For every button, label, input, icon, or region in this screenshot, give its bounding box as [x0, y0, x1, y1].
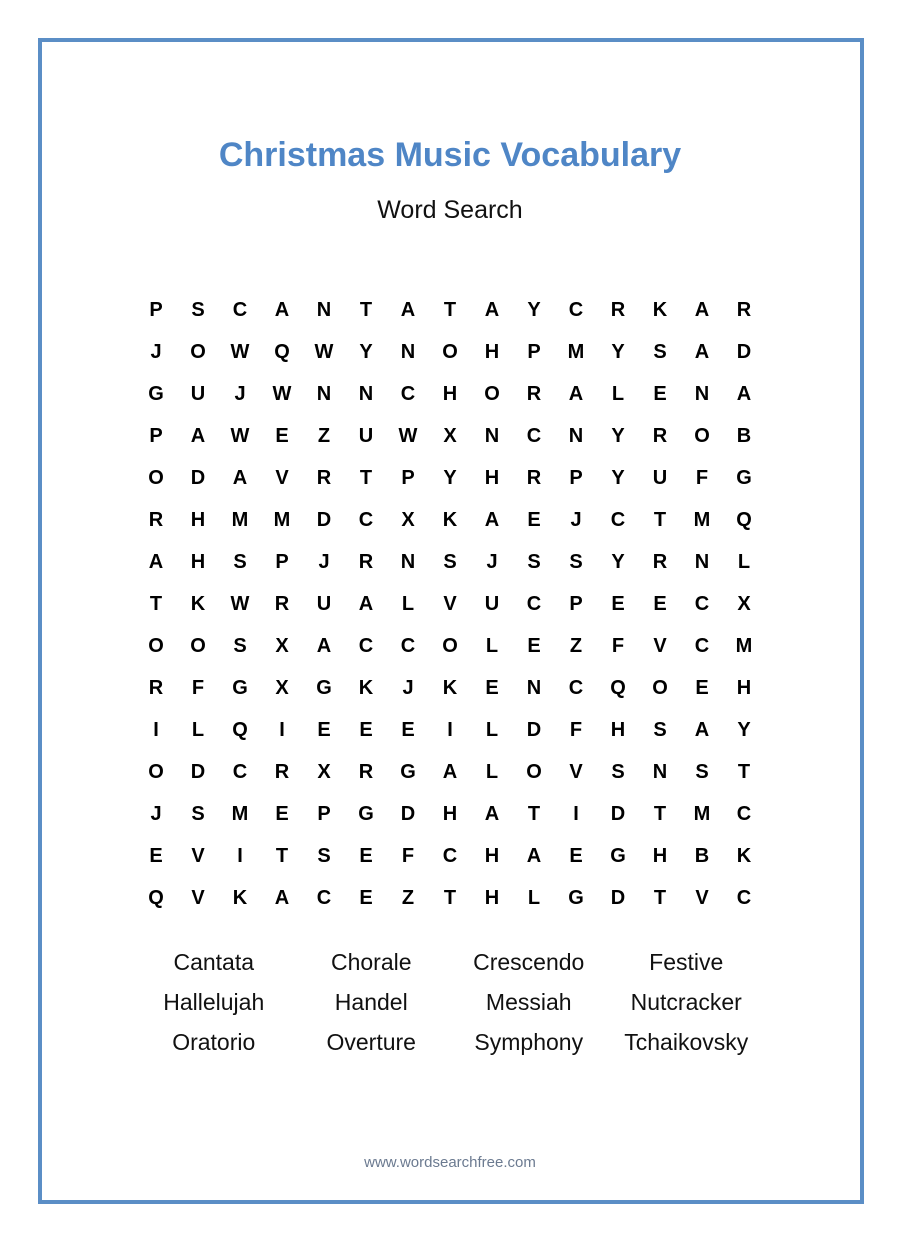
grid-letter: M: [231, 508, 249, 531]
grid-letter: A: [274, 298, 290, 321]
word-list: [135, 942, 765, 1062]
grid-letter: V: [443, 592, 457, 615]
grid-letter: G: [316, 676, 332, 699]
grid-letter: T: [737, 760, 751, 783]
grid-letter: S: [527, 550, 541, 573]
grid-letter: O: [148, 760, 164, 783]
grid-letter: N: [316, 298, 332, 321]
grid-letter: T: [149, 592, 163, 615]
grid-letter: H: [610, 718, 626, 741]
grid-letter: G: [232, 676, 248, 699]
grid-letter: M: [735, 634, 753, 657]
grid-letter: S: [569, 550, 583, 573]
grid-letter: L: [485, 718, 499, 741]
grid-letter: C: [526, 424, 542, 447]
grid-letter: P: [569, 592, 583, 615]
grid-letter: Z: [401, 886, 415, 909]
word-list-item: Hallelujah: [163, 988, 265, 1015]
grid-letter: H: [484, 886, 500, 909]
grid-letter: P: [275, 550, 289, 573]
grid-letter: I: [573, 802, 579, 825]
grid-letter: U: [190, 382, 206, 405]
grid-letter: T: [653, 802, 667, 825]
grid-letter: C: [568, 676, 584, 699]
grid-letter: M: [231, 802, 249, 825]
grid-letter: T: [653, 508, 667, 531]
grid-letter: E: [527, 508, 541, 531]
grid-letter: Y: [611, 466, 625, 489]
grid-letter: P: [149, 424, 163, 447]
grid-letter: T: [443, 298, 457, 321]
grid-letter: A: [694, 340, 710, 363]
grid-letter: Q: [274, 340, 290, 363]
grid-letter: E: [275, 424, 289, 447]
page-title: Christmas Music Vocabulary: [218, 136, 682, 174]
grid-letter: F: [611, 634, 625, 657]
grid-letter: X: [443, 424, 457, 447]
grid-letter: E: [653, 382, 667, 405]
grid-letter: V: [191, 886, 205, 909]
grid-letter: T: [443, 886, 457, 909]
grid-letter: A: [694, 718, 710, 741]
grid-letter: S: [233, 634, 247, 657]
grid-letter: R: [148, 508, 164, 531]
grid-letter: N: [694, 550, 710, 573]
grid-letter: C: [442, 844, 458, 867]
grid-letter: W: [230, 424, 250, 447]
grid-letter: V: [191, 844, 205, 867]
grid-letter: P: [317, 802, 331, 825]
grid-letter: C: [400, 634, 416, 657]
grid-letter: S: [695, 760, 709, 783]
grid-letter: A: [694, 298, 710, 321]
grid-letter: T: [653, 886, 667, 909]
grid-letter: W: [272, 382, 292, 405]
grid-letter: P: [149, 298, 163, 321]
grid-letter: Z: [317, 424, 331, 447]
grid-letter: T: [359, 298, 373, 321]
grid-letter: R: [652, 550, 668, 573]
grid-letter: R: [316, 466, 332, 489]
grid-letter: K: [652, 298, 668, 321]
grid-letter: R: [274, 760, 290, 783]
grid-letter: G: [358, 802, 374, 825]
grid-letter: N: [694, 382, 710, 405]
word-list-item: Festive: [649, 948, 724, 975]
grid-letter: B: [694, 844, 710, 867]
grid-letter: D: [316, 508, 332, 531]
grid-letter: Q: [148, 886, 164, 909]
grid-letter: H: [652, 844, 668, 867]
grid-letter: A: [400, 298, 416, 321]
grid-letter: X: [401, 508, 415, 531]
grid-letter: J: [150, 802, 162, 825]
grid-letter: E: [359, 718, 373, 741]
grid-letter: H: [484, 466, 500, 489]
grid-letter: S: [443, 550, 457, 573]
grid-letter: V: [695, 886, 709, 909]
grid-letter: S: [653, 340, 667, 363]
grid-letter: P: [527, 340, 541, 363]
grid-letter: M: [693, 508, 711, 531]
grid-letter: L: [191, 718, 205, 741]
grid-letter: Y: [527, 298, 541, 321]
grid-letter: R: [736, 298, 752, 321]
grid-letter: C: [526, 592, 542, 615]
grid-letter: C: [232, 760, 248, 783]
grid-letter: E: [485, 676, 499, 699]
grid-letter: H: [484, 844, 500, 867]
grid-letter: H: [190, 508, 206, 531]
grid-letter: O: [190, 634, 206, 657]
grid-letter: E: [317, 718, 331, 741]
grid-letter: K: [736, 844, 752, 867]
footer-url: www.wordsearchfree.com: [364, 1154, 536, 1171]
grid-letter: X: [737, 592, 751, 615]
grid-letter: U: [484, 592, 500, 615]
grid-letter: A: [148, 550, 164, 573]
grid-letter: A: [736, 382, 752, 405]
grid-letter: P: [401, 466, 415, 489]
grid-letter: A: [358, 592, 374, 615]
grid-letter: G: [736, 466, 752, 489]
grid-letter: C: [358, 634, 374, 657]
grid-letter: G: [148, 382, 164, 405]
grid-letter: O: [442, 634, 458, 657]
grid-letter: B: [736, 424, 752, 447]
grid-letter: K: [358, 676, 374, 699]
grid-letter: R: [526, 466, 542, 489]
grid-letter: C: [316, 886, 332, 909]
word-list-item: Tchaikovsky: [624, 1028, 749, 1055]
grid-letter: K: [190, 592, 206, 615]
grid-letter: R: [148, 676, 164, 699]
grid-letter: V: [569, 760, 583, 783]
grid-letter: Z: [569, 634, 583, 657]
grid-letter: D: [190, 466, 206, 489]
grid-letter: O: [484, 382, 500, 405]
grid-letter: H: [442, 802, 458, 825]
grid-letter: L: [737, 550, 751, 573]
word-list-item: Messiah: [485, 988, 572, 1015]
grid-letter: A: [274, 886, 290, 909]
grid-letter: I: [279, 718, 285, 741]
grid-letter: E: [653, 592, 667, 615]
grid-letter: T: [359, 466, 373, 489]
grid-letter: T: [275, 844, 289, 867]
word-list-item: Overture: [326, 1028, 416, 1055]
grid-letter: F: [695, 466, 709, 489]
grid-letter: A: [568, 382, 584, 405]
grid-letter: C: [610, 508, 626, 531]
grid-letter: A: [526, 844, 542, 867]
grid-letter: E: [611, 592, 625, 615]
grid-letter: L: [401, 592, 415, 615]
grid-letter: Y: [611, 340, 625, 363]
grid-letter: A: [484, 298, 500, 321]
grid-letter: J: [486, 550, 498, 573]
grid-letter: W: [230, 592, 250, 615]
grid-letter: C: [736, 802, 752, 825]
grid-letter: Y: [737, 718, 751, 741]
grid-letter: O: [652, 676, 668, 699]
grid-letter: R: [652, 424, 668, 447]
grid-letter: G: [610, 844, 626, 867]
grid-letter: K: [442, 508, 458, 531]
grid-letter: C: [400, 382, 416, 405]
grid-letter: Q: [736, 508, 752, 531]
grid-letter: S: [653, 718, 667, 741]
grid-letter: X: [275, 676, 289, 699]
grid-letter: L: [611, 382, 625, 405]
grid-letter: O: [442, 340, 458, 363]
grid-letter: U: [652, 466, 668, 489]
grid-letter: Q: [232, 718, 248, 741]
grid-letter: H: [484, 340, 500, 363]
grid-letter: X: [317, 760, 331, 783]
grid-letter: S: [233, 550, 247, 573]
grid-letter: J: [402, 676, 414, 699]
grid-letter: N: [400, 550, 416, 573]
grid-letter: E: [359, 886, 373, 909]
grid-letter: A: [442, 760, 458, 783]
grid-letter: L: [485, 760, 499, 783]
grid-letter: S: [191, 802, 205, 825]
grid-letter: O: [190, 340, 206, 363]
grid-letter: E: [275, 802, 289, 825]
word-list-item: Symphony: [474, 1028, 584, 1055]
grid-letter: N: [316, 382, 332, 405]
grid-letter: E: [149, 844, 163, 867]
word-list-item: Handel: [334, 988, 408, 1015]
grid-letter: R: [610, 298, 626, 321]
grid-letter: W: [398, 424, 418, 447]
grid-letter: Y: [359, 340, 373, 363]
grid-letter: A: [484, 508, 500, 531]
grid-letter: H: [736, 676, 752, 699]
grid-letter: H: [190, 550, 206, 573]
grid-letter: I: [237, 844, 243, 867]
grid-letter: L: [485, 634, 499, 657]
grid-letter: D: [736, 340, 752, 363]
grid-letter: K: [442, 676, 458, 699]
grid-letter: S: [611, 760, 625, 783]
grid-letter: A: [190, 424, 206, 447]
word-list-item: Nutcracker: [630, 988, 742, 1015]
word-list-item: Crescendo: [473, 948, 585, 975]
grid-letter: F: [569, 718, 583, 741]
grid-letter: N: [568, 424, 584, 447]
grid-letter: E: [527, 634, 541, 657]
grid-letter: D: [400, 802, 416, 825]
grid-letter: X: [275, 634, 289, 657]
grid-letter: J: [150, 340, 162, 363]
grid-letter: Q: [610, 676, 626, 699]
grid-letter: E: [359, 844, 373, 867]
grid-letter: M: [567, 340, 585, 363]
grid-letter: R: [358, 550, 374, 573]
grid-letter: N: [526, 676, 542, 699]
grid-letter: R: [358, 760, 374, 783]
grid-letter: F: [401, 844, 415, 867]
grid-letter: U: [316, 592, 332, 615]
grid-letter: Y: [443, 466, 457, 489]
grid-letter: I: [153, 718, 159, 741]
grid-letter: E: [695, 676, 709, 699]
grid-letter: N: [484, 424, 500, 447]
grid-letter: E: [401, 718, 415, 741]
grid-letter: C: [232, 298, 248, 321]
grid-letter: F: [191, 676, 205, 699]
grid-letter: A: [484, 802, 500, 825]
grid-letter: M: [273, 508, 291, 531]
grid-letter: C: [736, 886, 752, 909]
grid-letter: N: [358, 382, 374, 405]
word-list-item: Chorale: [330, 948, 412, 975]
grid-letter: J: [570, 508, 582, 531]
grid-letter: W: [230, 340, 250, 363]
grid-letter: I: [447, 718, 453, 741]
grid-letter: O: [148, 466, 164, 489]
page-subtitle: Word Search: [377, 196, 523, 224]
grid-letter: W: [314, 340, 334, 363]
grid-letter: J: [234, 382, 246, 405]
grid-letter: A: [316, 634, 332, 657]
grid-letter: C: [694, 592, 710, 615]
grid-letter: N: [652, 760, 668, 783]
grid-letter: R: [526, 382, 542, 405]
grid-letter: N: [400, 340, 416, 363]
grid-letter: O: [526, 760, 542, 783]
grid-letter: V: [653, 634, 667, 657]
grid-letter: D: [610, 802, 626, 825]
word-list-item: Oratorio: [172, 1028, 256, 1055]
grid-letter: G: [568, 886, 584, 909]
grid-letter: Y: [611, 550, 625, 573]
grid-letter: L: [527, 886, 541, 909]
grid-letter: G: [400, 760, 416, 783]
grid-letter: C: [358, 508, 374, 531]
grid-letter: D: [610, 886, 626, 909]
grid-letter: M: [693, 802, 711, 825]
grid-letter: P: [569, 466, 583, 489]
grid-letter: O: [148, 634, 164, 657]
grid-letter: E: [569, 844, 583, 867]
grid-letter: K: [232, 886, 248, 909]
grid-letter: H: [442, 382, 458, 405]
word-list-item: Cantata: [173, 948, 255, 975]
grid-letter: D: [526, 718, 542, 741]
letter-grid: [135, 289, 765, 919]
grid-letter: T: [527, 802, 541, 825]
grid-letter: O: [694, 424, 710, 447]
grid-letter: S: [191, 298, 205, 321]
grid-letter: S: [317, 844, 331, 867]
grid-letter: R: [274, 592, 290, 615]
grid-letter: U: [358, 424, 374, 447]
grid-letter: C: [568, 298, 584, 321]
grid-letter: Y: [611, 424, 625, 447]
grid-letter: J: [318, 550, 330, 573]
grid-letter: V: [275, 466, 289, 489]
grid-letter: D: [190, 760, 206, 783]
grid-letter: A: [232, 466, 248, 489]
grid-letter: C: [694, 634, 710, 657]
